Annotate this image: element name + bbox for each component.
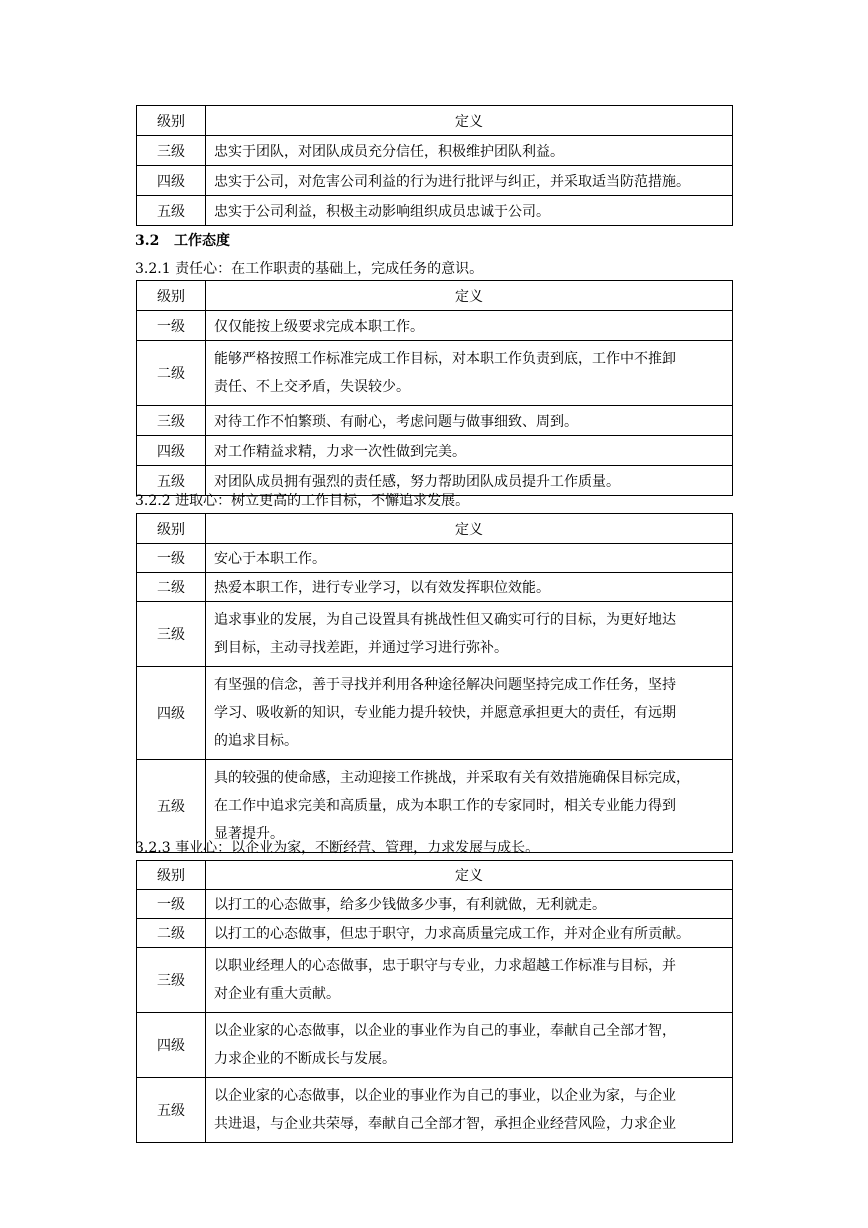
definition-cell (206, 667, 733, 760)
definition-cell (206, 602, 733, 667)
section-number: 3.2 (135, 233, 160, 249)
definition-text: 以企业家的心态做事，以企业的事业作为自己的事业，奉献自己全部才智， 力求企业的不断成长与发展。 (214, 1023, 676, 1067)
table-row (137, 890, 733, 919)
subsection-title-responsibility: 3.2.1 责任心：在工作职责的基础上，完成任务的意识。 (135, 261, 484, 277)
definition-cell: 安心于本职工作。 (206, 544, 733, 573)
level-cell: 二级 (137, 341, 206, 406)
header-level: 级别 (137, 514, 206, 544)
subsection-title-ambition: 3.2.2 进取心：树立更高的工作目标，不懈追求发展。 (135, 493, 470, 509)
ambition-level-table (136, 513, 733, 853)
table-row (137, 311, 733, 341)
level-cell: 二级 (137, 919, 206, 948)
definition-text: 以职业经理人的心态做事，忠于职守与专业，力求超越工作标准与目标，并 对企业有重大贡献。 (214, 958, 676, 1002)
table-row (137, 602, 733, 667)
header-definition: 定义 (206, 861, 733, 890)
definition-cell: 以打工的心态做事，给多少钱做多少事，有利就做，无利就走。 (206, 890, 733, 919)
table-header-row (137, 861, 733, 890)
table-row (137, 136, 733, 166)
header-definition: 定义 (206, 514, 733, 544)
level-cell: 三级 (137, 136, 206, 166)
level-cell: 四级 (137, 1013, 206, 1078)
table-row (137, 196, 733, 226)
table-row (137, 406, 733, 436)
definition-cell: 对工作精益求精，力求一次性做到完美。 (206, 436, 733, 466)
level-cell: 一级 (137, 544, 206, 573)
table-row (137, 573, 733, 602)
header-definition: 定义 (206, 281, 733, 311)
table-row (137, 1078, 733, 1143)
definition-text: 追求事业的发展，为自己设置具有挑战性但又确实可行的目标，为更好地达 到目标，主动寻找差距，并通过学习进行弥补。 (214, 612, 676, 656)
level-cell: 三级 (137, 406, 206, 436)
definition-cell (206, 1013, 733, 1078)
definition-text: 有坚强的信念，善于寻找并利用各种途径解决问题坚持完成工作任务，坚持 学习、吸收新的知识，专业能力提升较快，并愿意承担更大的责任，有远期 的追求目标。 (214, 677, 676, 749)
level-cell: 三级 (137, 602, 206, 667)
level-cell: 二级 (137, 573, 206, 602)
level-cell: 一级 (137, 890, 206, 919)
level-cell: 五级 (137, 1078, 206, 1143)
table-row (137, 341, 733, 406)
definition-cell (206, 1078, 733, 1143)
definition-cell (206, 948, 733, 1013)
table-row (137, 948, 733, 1013)
definition-cell: 以打工的心态做事，但忠于职守，力求高质量完成工作，并对企业有所贡献。 (206, 919, 733, 948)
table-row (137, 166, 733, 196)
definition-text: 能够严格按照工作标准完成工作目标，对本职工作负责到底，工作中不推卸 责任、不上交矛盾，失误较少。 (214, 351, 676, 395)
definition-cell: 对团队成员拥有强烈的责任感，努力帮助团队成员提升工作质量。 (206, 466, 733, 496)
level-cell: 五级 (137, 760, 206, 853)
level-cell: 五级 (137, 196, 206, 226)
responsibility-level-table (136, 280, 733, 496)
header-level: 级别 (137, 861, 206, 890)
subsection-title-dedication: 3.2.3 事业心：以企业为家，不断经营、管理，力求发展与成长。 (135, 840, 540, 856)
header-level: 级别 (137, 281, 206, 311)
section-title: 工作态度 (173, 233, 230, 249)
definition-cell: 对待工作不怕繁琐、有耐心，考虑问题与做事细致、周到。 (206, 406, 733, 436)
table-row (137, 919, 733, 948)
level-cell: 四级 (137, 436, 206, 466)
definition-cell: 仅仅能按上级要求完成本职工作。 (206, 311, 733, 341)
section-heading (135, 230, 230, 250)
level-cell: 一级 (137, 311, 206, 341)
table-row (137, 436, 733, 466)
definition-cell: 忠实于公司利益，积极主动影响组织成员忠诚于公司。 (206, 196, 733, 226)
table-row (137, 1013, 733, 1078)
level-cell: 五级 (137, 466, 206, 496)
definition-cell: 热爱本职工作，进行专业学习，以有效发挥职位效能。 (206, 573, 733, 602)
definition-cell (206, 341, 733, 406)
level-cell: 四级 (137, 166, 206, 196)
definition-cell: 忠实于团队，对团队成员充分信任，积极维护团队利益。 (206, 136, 733, 166)
table-row (137, 667, 733, 760)
table-header-row (137, 514, 733, 544)
level-cell: 三级 (137, 948, 206, 1013)
definition-cell: 忠实于公司，对危害公司利益的行为进行批评与纠正，并采取适当防范措施。 (206, 166, 733, 196)
header-level: 级别 (137, 106, 206, 136)
header-definition: 定义 (206, 106, 733, 136)
table-header-row (137, 281, 733, 311)
definition-text: 以企业家的心态做事，以企业的事业作为自己的事业，以企业为家，与企业 共进退，与企业共荣辱，奉献自己全部才智，承担企业经营风险，力求企业 (214, 1088, 676, 1132)
loyalty-level-table (136, 105, 733, 226)
dedication-level-table (136, 860, 733, 1143)
definition-text: 具的较强的使命感，主动迎接工作挑战，并采取有关有效措施确保目标完成， 在工作中追求完美和高质量，成为本职工作的专家同时，相关专业能力得到 显著提升。 (214, 770, 690, 842)
table-row (137, 544, 733, 573)
level-cell: 四级 (137, 667, 206, 760)
table-header-row (137, 106, 733, 136)
